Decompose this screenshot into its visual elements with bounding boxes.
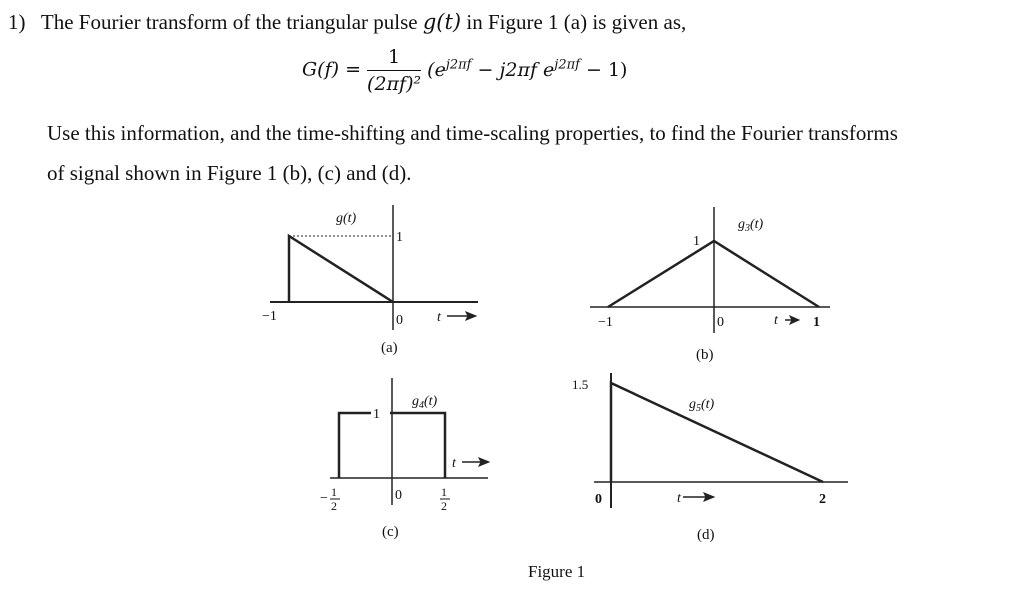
tick-label: 1.5: [572, 377, 589, 392]
figure-caption: Figure 1: [528, 562, 586, 581]
tick-label: 2: [819, 492, 826, 507]
panel-caption-d: (d): [697, 527, 715, 543]
tick-label: 1: [331, 485, 337, 499]
panel-c: [330, 378, 489, 505]
signal-label-g3: $g_3(t)$: [738, 217, 764, 234]
equation-lhs: G(f) =: [302, 58, 361, 81]
signal-label-g5: $g_5(t)$: [689, 397, 715, 414]
question-intro: The Fourier transform of the triangular pulse: [40, 10, 423, 34]
tick-label: −: [320, 491, 328, 506]
instruction-line-2: of signal shown in Figure 1 (b), (c) and (d).: [47, 161, 412, 185]
panel-a: [270, 205, 478, 330]
signal-label-g: g(t): [336, 211, 357, 226]
axis-label: t: [437, 310, 441, 325]
tick-label: −1: [262, 309, 277, 324]
axis-label: t: [677, 491, 681, 506]
tick-label: 0: [595, 492, 602, 507]
tick-label: 2: [331, 499, 337, 513]
tick-label: 1: [373, 407, 380, 422]
question-intro-tail: in Figure 1 (a) is given as,: [461, 10, 687, 34]
panel-d: [594, 373, 848, 508]
axis-label: t: [774, 313, 778, 328]
tick-label: 1: [441, 485, 447, 499]
tick-label: 0: [717, 315, 724, 330]
signal-symbol: g(t): [422, 10, 462, 34]
panel-caption-b: (b): [696, 347, 714, 363]
tick-label: 1: [813, 315, 820, 330]
axis-label: t: [452, 456, 456, 471]
equation-rhs: ($e^{j2\pi f} - j2\pi f$ $e^{j2\pi f} - 1$): [427, 57, 628, 81]
equation-numerator: 1: [367, 46, 421, 71]
tick-label: 1: [693, 234, 700, 249]
tick-label: 0: [395, 488, 402, 503]
panel-caption-c: (c): [382, 524, 399, 540]
equation-denominator: (2πf)²: [367, 73, 422, 95]
tick-label: 0: [396, 313, 403, 328]
question-number: 1): [8, 10, 26, 34]
panel-caption-a: (a): [381, 340, 398, 356]
tick-label: −1: [598, 315, 613, 330]
signal-label-g4: $g_4(t)$: [412, 394, 438, 411]
panel-b: [590, 207, 830, 333]
tick-label: 1: [396, 230, 403, 245]
instruction-line-1: Use this information, and the time-shifting and time-scaling properties, to find the Fourier transforms: [47, 121, 898, 145]
tick-label: 2: [441, 499, 447, 513]
